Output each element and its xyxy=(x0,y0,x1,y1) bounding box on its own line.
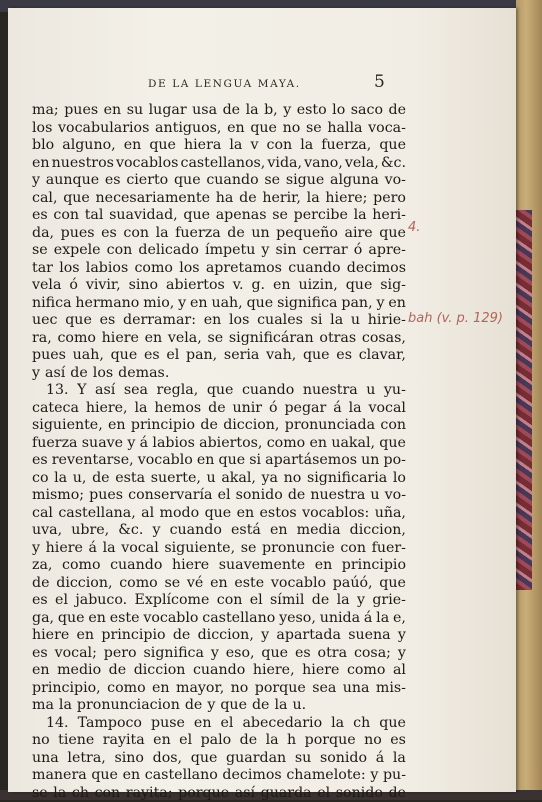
text-line: es con tal suavidad, que apenas se percibe la heri- xyxy=(32,207,406,225)
text-line: en medio de diccion cuando hiere, hiere como al xyxy=(32,662,406,680)
text-line: pues uah, que es el pan, seria vah, que es clavar, xyxy=(32,347,406,365)
text-line: ga, que en este vocablo castellano yeso, unida á la e, xyxy=(32,610,406,628)
text-line: co la u, de esta suerte, u akal, ya no significaria lo xyxy=(32,470,406,488)
text-line: tar los labios como los apretamos cuando decimos xyxy=(32,260,406,278)
text-line: cateca hiere, la hemos de unir ó pegar á la vocal xyxy=(32,400,406,418)
text-line: y aunque es cierto que cuando se sigue alguna vo- xyxy=(32,172,406,190)
marbled-endpaper xyxy=(516,210,532,590)
text-line: los vocabularios antiguos, en que no se halla voca- xyxy=(32,120,406,138)
book-page xyxy=(8,8,516,792)
text-line: vela ó vivir, sino abiertos v. g. en uizin, que sig- xyxy=(32,277,406,295)
text-line: una letra, sino dos, que guardan su sonido á la xyxy=(32,750,406,768)
text-line: se la ch con rayita; porque así guarda el sonido de xyxy=(32,785,406,802)
text-line: da, pues es con la fuerza de un pequeño aire que xyxy=(32,225,406,243)
text-line: siguiente, en principio de diccion, pronunciada con xyxy=(32,417,406,435)
text-line: y así de los demas. xyxy=(32,365,406,383)
text-line: ra, como hiere en vela, se significáran otras cosas, xyxy=(32,330,406,348)
text-line: en nuestros vocablos castellanos, vida, vano, vela, &c. xyxy=(32,155,406,173)
margin-note-bah: bah (v. p. 129) xyxy=(408,311,503,326)
text-line: ma; pues en su lugar usa de la b, y esto lo saco de xyxy=(32,102,406,120)
text-line: es vocal; pero significa y eso, que es otra cosa; y xyxy=(32,645,406,663)
text-line: ma la pronunciacion de y que de la u. xyxy=(32,697,406,715)
text-line: de diccion, como se vé en este vocablo paúó, que xyxy=(32,575,406,593)
text-line: es reventarse, vocablo en que si apartásemos un po- xyxy=(32,452,406,470)
text-line: 13. Y así sea regla, que cuando nuestra u yu- xyxy=(32,382,406,400)
text-line: se expele con delicado ímpetu y sin cerrar ó apre- xyxy=(32,242,406,260)
running-title: DE LA LENGUA MAYA. xyxy=(148,78,301,90)
text-line: es el jabuco. Explícome con el símil de la y grie- xyxy=(32,592,406,610)
text-line: uva, ubre, &c. y cuando está en media diccion, xyxy=(32,522,406,540)
text-line: hiere en principio de diccion, y apartada suena y xyxy=(32,627,406,645)
text-line: principio, como en mayor, no porque sea una mis- xyxy=(32,680,406,698)
text-line: 14. Tampoco puse en el abecedario la ch que xyxy=(32,715,406,733)
text-line: no tiene rayita en el palo de la h porque no es xyxy=(32,732,406,750)
text-line: cal, que necesariamente ha de herir, la hiere; pero xyxy=(32,190,406,208)
text-line: fuerza suave y á labios abiertos, como en uakal, que xyxy=(32,435,406,453)
page-number: 5 xyxy=(374,72,385,92)
margin-note-number: 4. xyxy=(408,220,420,235)
text-line: y hiere á la vocal siguiente, se pronuncie con fuer- xyxy=(32,540,406,558)
text-line: nifica hermano mio, y en uah, que significa pan, y en xyxy=(32,295,406,313)
text-line: mismo; pues conservaría el sonido de nuestra u vo- xyxy=(32,487,406,505)
body-text xyxy=(32,102,406,802)
text-line: uec que es derramar: en los cuales si la u hirie- xyxy=(32,312,406,330)
text-line: cal castellana, al modo que en estos vocablos: uña, xyxy=(32,505,406,523)
text-line: za, como cuando hiere suavemente en principio xyxy=(32,557,406,575)
page-header xyxy=(30,70,410,92)
text-line: manera que en castellano decimos chamelote: y pu- xyxy=(32,767,406,785)
text-line: blo alguno, en que hiera la v con la fuerza, que xyxy=(32,137,406,155)
